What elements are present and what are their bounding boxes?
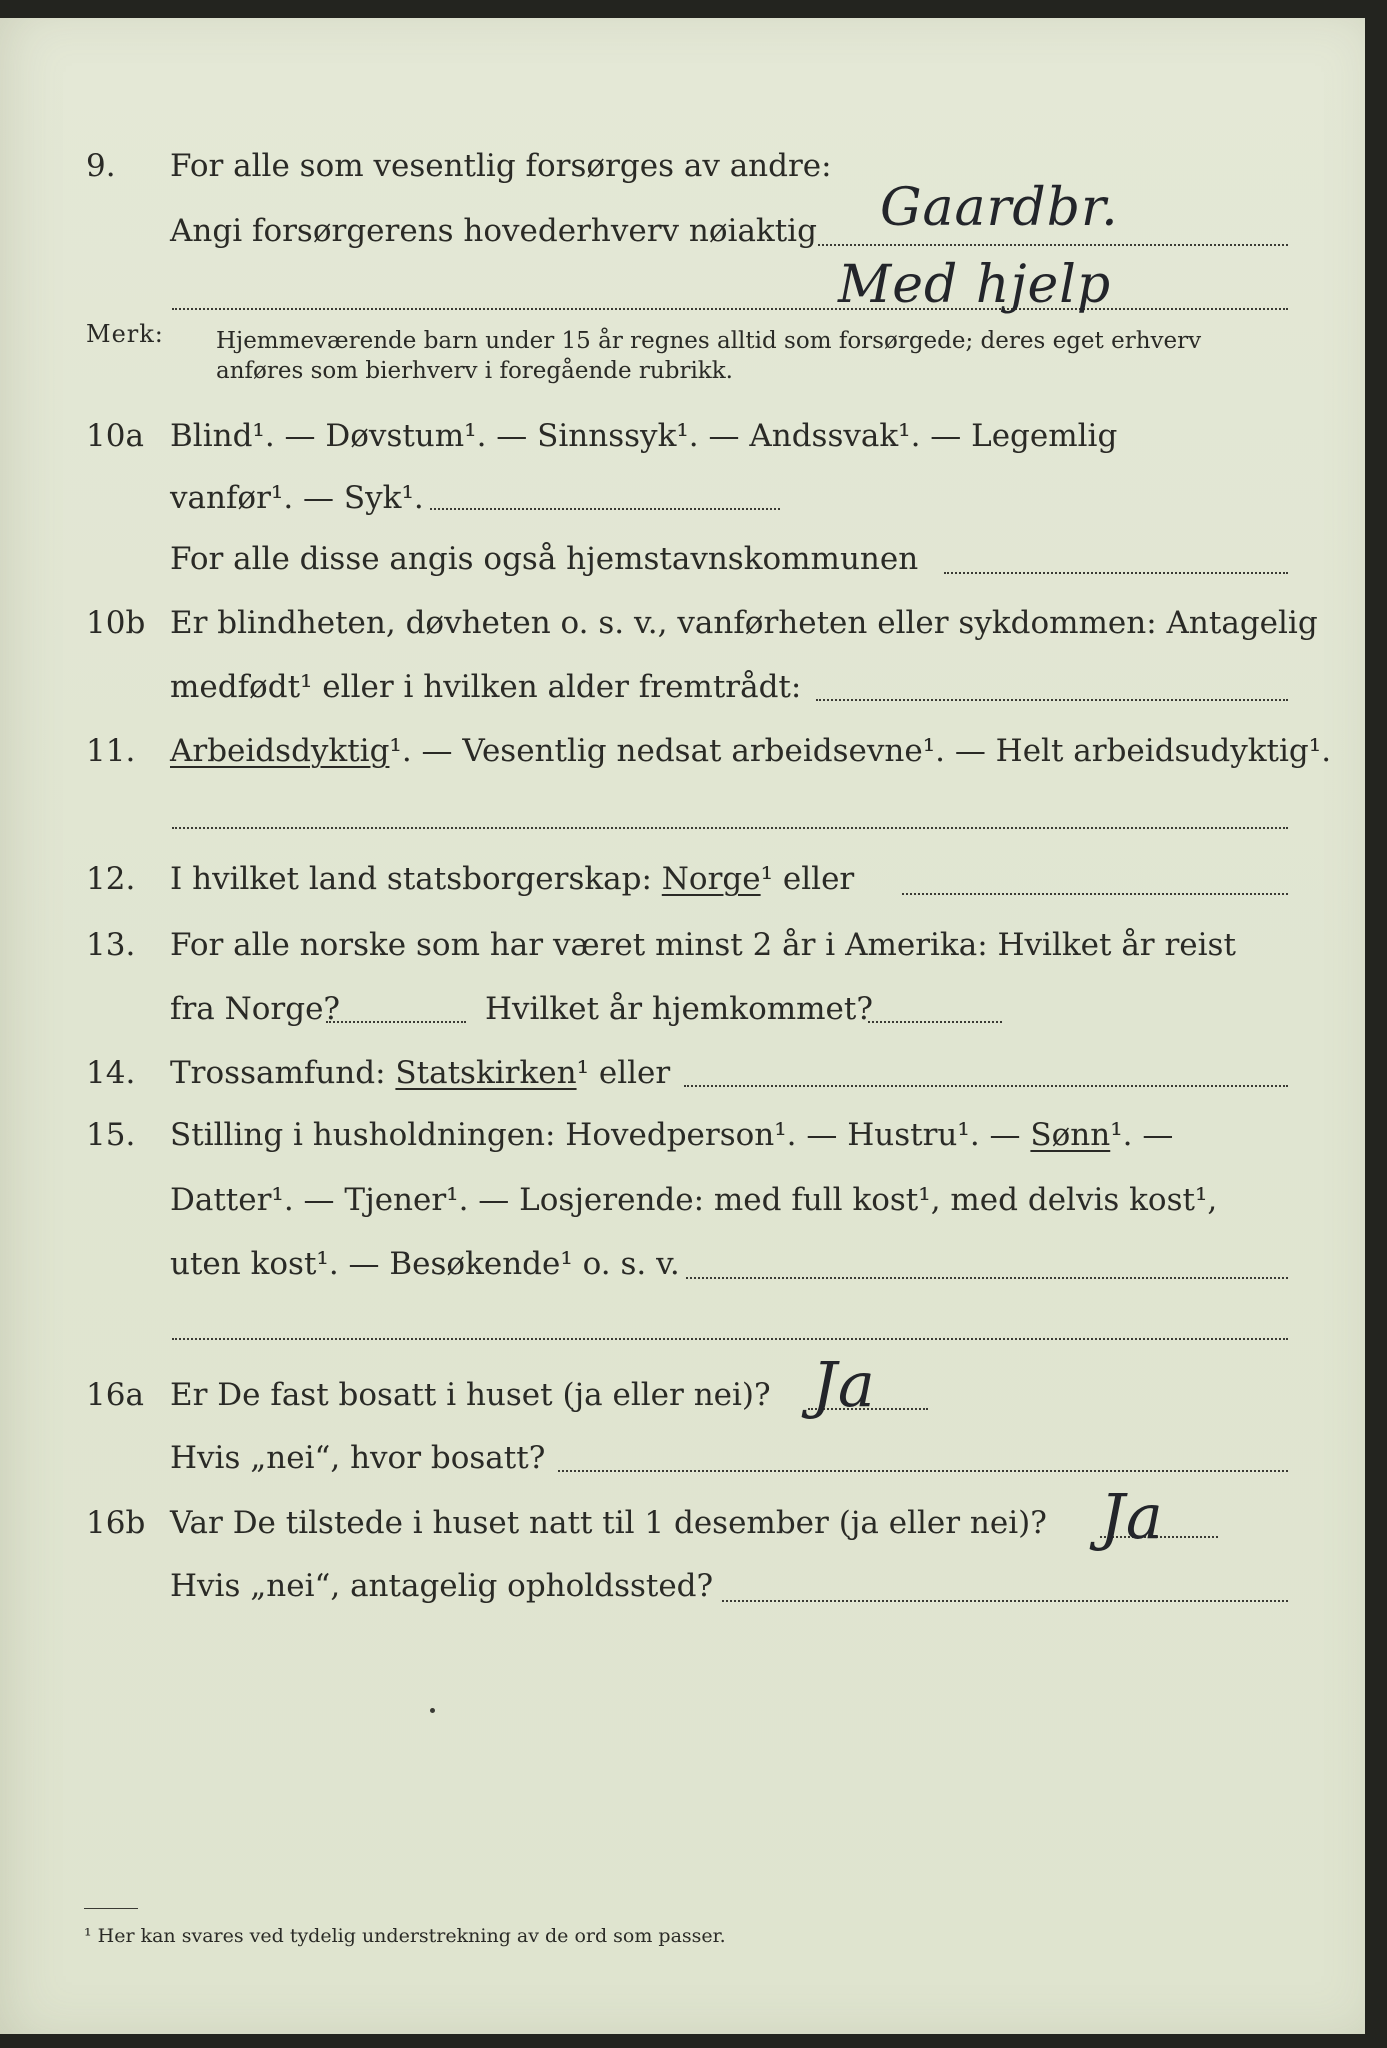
q10a-line-1: Blind¹. — Døvstum¹. — Sinnssyk¹. — Andssvak¹. — Legemlig: [170, 418, 1118, 454]
q12-eller: ¹ eller: [760, 861, 855, 897]
q15-line-2: Datter¹. — Tjener¹. — Losjerende: med full kost¹, med delvis kost¹,: [170, 1182, 1218, 1218]
q16a-handwritten-answer: Ja: [812, 1348, 876, 1421]
q13-number: 13.: [86, 927, 136, 963]
q12-text: [170, 859, 854, 899]
q9-answer-line-2: [172, 308, 1288, 310]
q12-norge-underlined: Norge: [661, 861, 761, 897]
q14-label: Trossamfund:: [170, 1055, 386, 1091]
q14-answer-line: [684, 1085, 1288, 1087]
q16b-line-1: Var De tilstede i huset natt til 1 desember (ja eller nei)?: [170, 1505, 1047, 1541]
q15-line-3: uten kost¹. — Besøkende¹ o. s. v.: [170, 1246, 680, 1282]
q16b-answer-line-2: [722, 1600, 1288, 1602]
q9-number: 9.: [86, 148, 116, 184]
q11-answer-line: [172, 827, 1288, 829]
q16a-line-2: Hvis „nei“, hvor bosatt?: [170, 1440, 546, 1476]
q13-line-1: For alle norske som har været minst 2 år i Amerika: Hvilket år reist: [170, 927, 1236, 963]
q11-rest: ¹. — Vesentlig nedsat arbeidsevne¹. — Helt arbeidsudyktig¹.: [389, 733, 1332, 769]
q16a-number: 16a: [86, 1377, 144, 1413]
q16a-answer-line-2: [558, 1470, 1288, 1472]
q13-reist: fra Norge?: [170, 991, 341, 1027]
q14-number: 14.: [86, 1055, 136, 1091]
q15-line-1-start: Stilling i husholdningen: Hovedperson¹. — Hustru¹. —: [170, 1117, 1021, 1153]
scan-border-top: [0, 0, 1387, 18]
q15-line-1: [170, 1115, 1173, 1155]
scan-border-bottom: [0, 2034, 1387, 2048]
q12-answer-line: [902, 893, 1288, 895]
q9-handwritten-answer-2: Med hjelp: [838, 255, 1112, 315]
q14-statskirken-underlined: Statskirken: [395, 1055, 577, 1091]
q9-line-2: Angi forsørgerens hovederhverv nøiaktig: [170, 213, 817, 249]
q10b-number: 10b: [86, 605, 146, 641]
q14-text: [170, 1053, 670, 1093]
q10a-answer-line-1: [430, 508, 780, 510]
q11-number: 11.: [86, 733, 136, 769]
ink-speck: [430, 1708, 435, 1713]
q16b-line-2: Hvis „nei“, antagelig opholdssted?: [170, 1568, 714, 1604]
q14-eller: ¹ eller: [576, 1055, 671, 1091]
q10a-answer-line-2: [944, 572, 1288, 574]
q10b-line-1: Er blindheten, døvheten o. s. v., vanførheten eller sykdommen: Antagelig: [170, 605, 1318, 641]
q12-number: 12.: [86, 861, 136, 897]
q16b-handwritten-answer: Ja: [1100, 1480, 1164, 1553]
merk-line-1: Hjemmeværende barn under 15 år regnes alltid som forsørgede; deres eget erhverv: [216, 328, 1202, 354]
merk-label: Merk:: [86, 320, 164, 348]
q12-question: I hvilket land statsborgerskap:: [170, 861, 652, 897]
q9-answer-line-1: [818, 244, 1288, 246]
q10a-number: 10a: [86, 418, 144, 454]
q13-reist-answer-line: [326, 1021, 466, 1023]
q15-answer-line-1: [686, 1277, 1288, 1279]
q10b-line-2: medfødt¹ eller i hvilken alder fremtrådt:: [170, 669, 802, 705]
q13-hjemkommet-answer-line: [868, 1021, 1002, 1023]
q15-answer-line-2: [172, 1338, 1288, 1340]
q15-sonn-underlined: Sønn: [1030, 1117, 1111, 1153]
scan-border-right: [1365, 0, 1387, 2048]
q9-handwritten-answer-1: Gaardbr.: [880, 178, 1119, 238]
footnote: ¹ Her kan svares ved tydelig understrekning av de ord som passer.: [84, 1925, 726, 1947]
q9-line-1: For alle som vesentlig forsørges av andre:: [170, 148, 832, 184]
q10a-line-2: vanfør¹. — Syk¹.: [170, 480, 424, 516]
q10a-line-3: For alle disse angis også hjemstavnskommunen: [170, 541, 919, 577]
merk-line-2: anføres som bierhverv i foregående rubrikk.: [216, 358, 733, 384]
q11-text: [170, 731, 1331, 771]
footnote-rule: [84, 1908, 138, 1909]
q16a-line-1: Er De fast bosatt i huset (ja eller nei)?: [170, 1377, 771, 1413]
q13-hjemkommet: Hvilket år hjemkommet?: [485, 991, 873, 1027]
q11-arbeidsdyktig-underlined: Arbeidsdyktig: [170, 733, 390, 769]
q10b-answer-line: [816, 699, 1288, 701]
q16b-number: 16b: [86, 1505, 146, 1541]
q15-line-1-end: ¹. —: [1110, 1117, 1174, 1153]
q15-number: 15.: [86, 1117, 136, 1153]
